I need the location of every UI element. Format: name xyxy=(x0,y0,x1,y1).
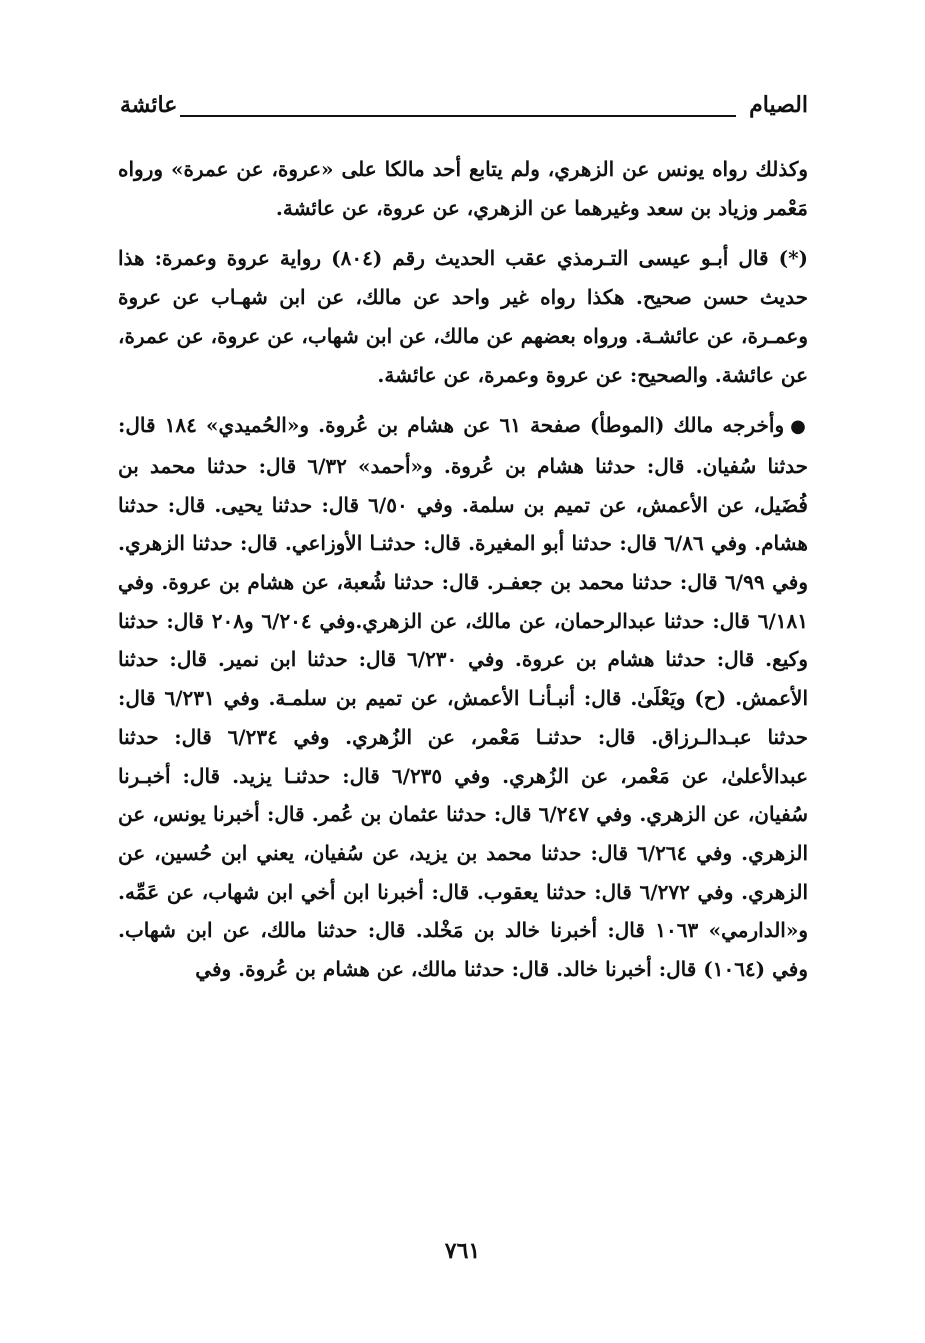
running-title: عائشة xyxy=(120,92,178,118)
bullet-icon: ● xyxy=(790,416,808,438)
takhrij-paragraph xyxy=(118,406,808,989)
running-header xyxy=(120,92,808,132)
header-rule xyxy=(180,115,736,117)
body-text xyxy=(118,150,808,989)
section-title: الصيام xyxy=(749,92,808,118)
paragraph-2: (*) قال أبـو عيسى التـرمذي عقب الحديث رقم (٨٠٤) رواية عروة وعمرة: هذا حديث حسن صحيح. هكذا رواه غير واحد عن مالك، عن ابن شهـاب عن عروة وعمـرة، عن عائشـة. ورواه بعضهم عن مالك، عن ابن شهاب، عن عروة، عن عمرة، عن عائشة. والصحيح: عن عروة وعمرة، عن عائشة. xyxy=(118,246,808,387)
paragraph-1: وكذلك رواه يونس عن الزهري، ولم يتابع أحد مالكا على «عروة، عن عمرة» ورواه مَعْمر وزياد بن سعد وغيرهما عن الزهري، عن عروة، عن عائشة. xyxy=(118,157,808,220)
takhrij-text: وأخرجه مالك (الموطأ) صفحة ٦١ عن هشام بن عُروة. و«الحُميدي» ١٨٤ قال: حدثنا سُفيان. قال: حدثنا هشام بن عُروة. و«أحمد» ٦/٣٢ قال: حدثنا محمد بن فُضَيل، عن الأعمش، عن تميم بن سلمة. وفي ٦/٥٠ قال: حدثنا يحيى. قال: حدثنا هشام. وفي ٦/٨٦ قال: حدثنا أبو المغيرة. قال: حدثنـا الأوزاعي. قال: حدثنا الزهري. وفي ٦/٩٩ قال: حدثنا محمد بن جعفـر. قال: حدثنا شُعبة، عن هشام بن عروة. وفي ٦/١٨١ قال: حدثنا عبدالرحمان، عن مالك، عن الزهري.وفي ٦/٢٠٤ و٢٠٨ قال: حدثنا وكيع. قال: حدثنا هشام بن عروة. وفي ٦/٢٣٠ قال: حدثنا ابن نمير. قال: حدثنا الأعمش. (ح) ويَعْلَىٰ. قال: أنبـأنـا الأعمش، عن تميم بن سلمـة. وفي ٦/٢٣١ قال: حدثنا عبـدالـرزاق. قال: حدثنـا مَعْمر، عن الزُهري. وفي ٦/٢٣٤ قال: حدثنا عبدالأعلىٰ، عن مَعْمر، عن الزُهري. وفي ٦/٢٣٥ قال: حدثنـا يزيد. قال: أخبـرنا سُفيان، عن الزهري. وفي ٦/٢٤٧ قال: حدثنا عثمان بن عُمر. قال: أخبرنا يونس، عن الزهري. وفي ٦/٢٦٤ قال: حدثنا محمد بن يزيد، عن سُفيان، يعني ابن حُسين، عن الزهري. وفي ٦/٢٧٢ قال: حدثنا يعقوب. قال: أخبرنا ابن أخي ابن شهاب، عن عَمِّه. و«الدارمي» ١٠٦٣ قال: أخبرنا خالد بن مَخْلد. قال: حدثنا مالك، عن ابن شهاب. وفي (١٠٦٤) قال: أخبرنا خالد. قال: حدثنا مالك، عن هشام بن عُروة. وفي xyxy=(118,413,809,982)
page-number: ٧٦١ xyxy=(444,1238,481,1264)
